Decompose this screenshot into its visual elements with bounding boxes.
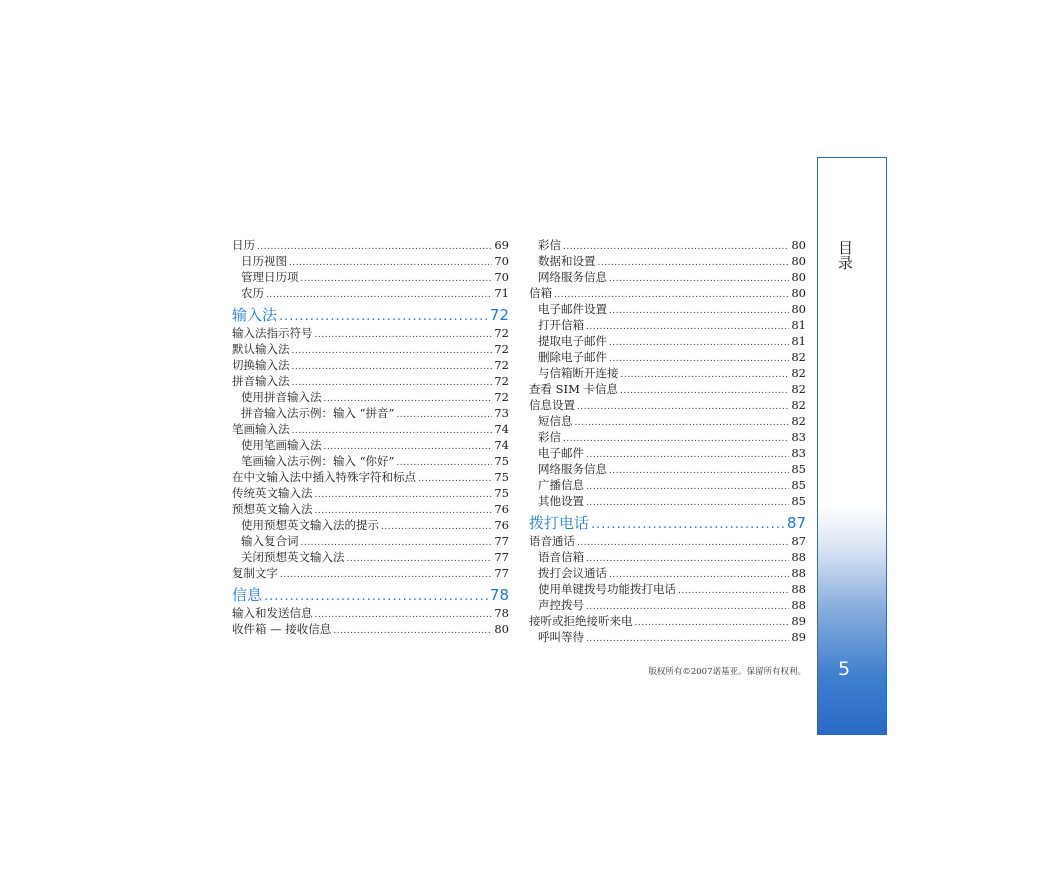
toc-page-number: 72 <box>494 358 509 372</box>
toc-entry[interactable] <box>529 381 806 397</box>
toc-entry-label: 日历 <box>232 238 255 252</box>
dot-leader <box>609 351 789 367</box>
toc-entry[interactable] <box>232 237 509 253</box>
dot-leader <box>609 463 789 479</box>
toc-entry-label: 使用单键拨号功能拨打电话 <box>538 582 676 596</box>
toc-entry-label: 呼叫等待 <box>538 630 584 644</box>
toc-page-number: 88 <box>791 566 806 580</box>
toc-entry[interactable] <box>232 605 509 621</box>
toc-entry[interactable] <box>232 485 509 501</box>
page-number: 5 <box>837 658 851 680</box>
toc-entry[interactable] <box>529 477 806 493</box>
toc-entry-label: 语音信箱 <box>538 550 584 564</box>
toc-entry[interactable] <box>529 237 806 253</box>
toc-entry-label: 打开信箱 <box>538 318 584 332</box>
toc-entry[interactable] <box>529 445 806 461</box>
toc-entry-label: 输入复合词 <box>241 534 299 548</box>
toc-page-number: 74 <box>494 422 509 436</box>
toc-entry[interactable] <box>232 469 509 485</box>
toc-entry[interactable] <box>232 453 509 469</box>
toc-entry-label: 收件箱 — 接收信息 <box>232 622 332 636</box>
dot-leader <box>577 399 789 415</box>
toc-page-number: 73 <box>494 406 509 420</box>
dot-leader <box>292 359 493 375</box>
dot-leader <box>563 431 789 447</box>
toc-page-number: 85 <box>791 462 806 476</box>
toc-entry-label: 切换输入法 <box>232 358 290 372</box>
toc-entry-label: 接听或拒绝接听来电 <box>529 614 633 628</box>
dot-leader <box>586 551 789 567</box>
dot-leader <box>315 487 493 503</box>
toc-section-heading[interactable] <box>232 305 509 325</box>
toc-page-number: 74 <box>494 438 509 452</box>
toc-entry-label: 其他设置 <box>538 494 584 508</box>
toc-page-number: 89 <box>791 614 806 628</box>
toc-entry-label: 查看 SIM 卡信息 <box>529 382 619 396</box>
dot-leader <box>678 583 789 599</box>
toc-entry-label: 广播信息 <box>538 478 584 492</box>
toc-page-number: 83 <box>791 430 806 444</box>
toc-entry[interactable] <box>232 325 509 341</box>
toc-entry[interactable] <box>232 405 509 421</box>
toc-page-number: 82 <box>791 366 806 380</box>
dot-leader <box>586 631 789 647</box>
dot-leader <box>563 239 789 255</box>
toc-entry-label: 预想英文输入法 <box>232 502 313 516</box>
toc-entry[interactable] <box>232 421 509 437</box>
dot-leader <box>396 407 492 423</box>
toc-page-number: 81 <box>791 334 806 348</box>
toc-entry[interactable] <box>529 317 806 333</box>
toc-entry-label: 提取电子邮件 <box>538 334 607 348</box>
dot-leader <box>301 271 493 287</box>
toc-entry[interactable] <box>529 333 806 349</box>
toc-entry-label: 语音通话 <box>529 534 575 548</box>
toc-entry[interactable] <box>529 597 806 613</box>
toc-entry[interactable] <box>232 621 509 637</box>
toc-entry[interactable] <box>232 389 509 405</box>
dot-leader <box>315 607 493 623</box>
toc-page-number: 82 <box>791 398 806 412</box>
toc-entry-label: 彩信 <box>538 430 561 444</box>
dot-leader <box>292 423 493 439</box>
toc-entry-label: 输入和发送信息 <box>232 606 313 620</box>
dot-leader <box>292 375 493 391</box>
toc-entry-label: 农历 <box>241 286 264 300</box>
toc-entry-label: 电子邮件 <box>538 446 584 460</box>
toc-page-number: 87 <box>791 534 806 548</box>
toc-entry-label: 传统英文输入法 <box>232 486 313 500</box>
dot-leader <box>289 255 492 271</box>
toc-entry-label: 网络服务信息 <box>538 462 607 476</box>
toc-entry-label: 使用预想英文输入法的提示 <box>241 518 379 532</box>
toc-entry[interactable] <box>529 613 806 629</box>
toc-page-number: 72 <box>494 390 509 404</box>
toc-page-number: 80 <box>791 270 806 284</box>
toc-entry-label: 删除电子邮件 <box>538 350 607 364</box>
toc-entry-label: 网络服务信息 <box>538 270 607 284</box>
toc-entry-label: 复制文字 <box>232 566 278 580</box>
toc-page-number: 72 <box>489 306 509 324</box>
toc-entry[interactable] <box>529 253 806 269</box>
toc-entry-label: 信息 <box>232 586 263 604</box>
dot-leader <box>577 535 789 551</box>
toc-page-number: 88 <box>791 582 806 596</box>
copyright-notice: 版权所有©2007诺基亚。保留所有权利。 <box>648 667 806 677</box>
dot-leader <box>586 495 789 511</box>
toc-entry-label: 在中文输入法中插入特殊字符和标点 <box>232 470 416 484</box>
toc-entry[interactable] <box>232 533 509 549</box>
toc-entry-label: 拨打会议通话 <box>538 566 607 580</box>
toc-entry[interactable] <box>529 413 806 429</box>
toc-entry[interactable] <box>232 501 509 517</box>
toc-page-number: 76 <box>494 518 509 532</box>
toc-entry[interactable] <box>232 285 509 301</box>
toc-page-number: 85 <box>791 478 806 492</box>
toc-entry-label: 彩信 <box>538 238 561 252</box>
toc-entry-label: 拼音输入法 <box>232 374 290 388</box>
toc-entry[interactable] <box>529 549 806 565</box>
toc-entry-label: 信箱 <box>529 286 552 300</box>
dot-leader <box>333 623 492 639</box>
toc-entry-label: 声控拨号 <box>538 598 584 612</box>
toc-entry-label: 信息设置 <box>529 398 575 412</box>
toc-entry-label: 管理日历项 <box>241 270 299 284</box>
toc-section-heading[interactable] <box>232 585 509 605</box>
chapter-sidebar-tab <box>817 157 887 735</box>
toc-page-number: 85 <box>791 494 806 508</box>
dot-leader <box>266 287 492 303</box>
toc-entry-label: 关闭预想英文输入法 <box>241 550 345 564</box>
toc-page-number: 76 <box>494 502 509 516</box>
toc-entry[interactable] <box>529 269 806 285</box>
dot-leader <box>257 239 492 255</box>
toc-section-heading[interactable] <box>529 513 806 533</box>
dot-leader <box>635 615 790 631</box>
toc-entry-label: 笔画输入法示例：输入 “你好” <box>241 454 395 468</box>
dot-leader <box>381 519 492 535</box>
toc-page-number: 71 <box>494 286 509 300</box>
dot-leader <box>279 307 488 327</box>
toc-entry-label: 拨打电话 <box>529 514 590 532</box>
toc-page-number: 70 <box>494 254 509 268</box>
toc-page-number: 78 <box>494 606 509 620</box>
toc-page-number: 70 <box>494 270 509 284</box>
dot-leader <box>586 319 789 335</box>
toc-entry[interactable] <box>232 549 509 565</box>
toc-entry-label: 输入法 <box>232 306 278 324</box>
toc-entry[interactable] <box>232 517 509 533</box>
toc-page-number: 69 <box>494 238 509 252</box>
toc-entry-label: 拼音输入法示例：输入 “拼音” <box>241 406 395 420</box>
toc-page-number: 80 <box>791 238 806 252</box>
toc-entry-label: 与信箱断开连接 <box>538 366 619 380</box>
toc-entry[interactable] <box>529 349 806 365</box>
toc-entry[interactable] <box>529 493 806 509</box>
toc-entry[interactable] <box>529 429 806 445</box>
sidebar-title: 目录 <box>836 240 854 270</box>
toc-page-number: 82 <box>791 382 806 396</box>
toc-entry[interactable] <box>232 269 509 285</box>
toc-page-number: 72 <box>494 326 509 340</box>
toc-entry[interactable] <box>529 581 806 597</box>
toc-entry-label: 日历视图 <box>241 254 287 268</box>
dot-leader <box>620 383 789 399</box>
toc-entry[interactable] <box>232 357 509 373</box>
dot-leader <box>347 551 493 567</box>
toc-page-number: 72 <box>494 342 509 356</box>
toc-entry[interactable] <box>529 285 806 301</box>
toc-entry-label: 使用笔画输入法 <box>241 438 322 452</box>
dot-leader <box>609 271 789 287</box>
toc-page-number: 72 <box>494 374 509 388</box>
toc-entry[interactable] <box>232 565 509 581</box>
toc-entry-label: 使用拼音输入法 <box>241 390 322 404</box>
toc-page-number: 78 <box>489 586 509 604</box>
toc-entry[interactable] <box>529 397 806 413</box>
toc-entry[interactable] <box>529 565 806 581</box>
dot-leader <box>598 255 790 271</box>
dot-leader <box>591 515 785 535</box>
toc-entry-label: 默认输入法 <box>232 342 290 356</box>
toc-entry[interactable] <box>529 533 806 549</box>
toc-page-number: 83 <box>791 446 806 460</box>
dot-leader <box>586 479 789 495</box>
toc-page-number: 82 <box>791 414 806 428</box>
toc-entry-label: 电子邮件设置 <box>538 302 607 316</box>
toc-page-number: 80 <box>791 302 806 316</box>
toc-entry[interactable] <box>232 253 509 269</box>
toc-entry-label: 短信息 <box>538 414 573 428</box>
toc-page-number: 75 <box>494 454 509 468</box>
toc-entry-label: 输入法指示符号 <box>232 326 313 340</box>
toc-entry[interactable] <box>529 301 806 317</box>
toc-page-number: 88 <box>791 598 806 612</box>
toc-page-number: 80 <box>791 254 806 268</box>
toc-page-number: 77 <box>494 550 509 564</box>
toc-page-number: 80 <box>791 286 806 300</box>
dot-leader <box>575 415 790 431</box>
toc-entry[interactable] <box>529 365 806 381</box>
dot-leader <box>586 447 789 463</box>
toc-right-column <box>529 237 806 645</box>
toc-page-number: 88 <box>791 550 806 564</box>
toc-entry[interactable] <box>232 373 509 389</box>
toc-entry-label: 数据和设置 <box>538 254 596 268</box>
toc-entry-label: 笔画输入法 <box>232 422 290 436</box>
dot-leader <box>609 335 789 351</box>
toc-entry[interactable] <box>232 437 509 453</box>
toc-left-column <box>232 237 509 637</box>
toc-page-number: 75 <box>494 486 509 500</box>
toc-entry[interactable] <box>529 629 806 645</box>
toc-entry[interactable] <box>529 461 806 477</box>
toc-page-number: 75 <box>494 470 509 484</box>
dot-leader <box>621 367 790 383</box>
dot-leader <box>315 327 493 343</box>
dot-leader <box>609 303 789 319</box>
toc-page-number: 77 <box>494 566 509 580</box>
dot-leader <box>418 471 492 487</box>
toc-page-number: 87 <box>786 514 806 532</box>
dot-leader <box>280 567 492 583</box>
toc-entry[interactable] <box>232 341 509 357</box>
toc-page-number: 81 <box>791 318 806 332</box>
toc-page-number: 82 <box>791 350 806 364</box>
dot-leader <box>264 587 488 607</box>
dot-leader <box>292 343 493 359</box>
toc-page-number: 89 <box>791 630 806 644</box>
toc-page-number: 77 <box>494 534 509 548</box>
toc-page-number: 80 <box>494 622 509 636</box>
